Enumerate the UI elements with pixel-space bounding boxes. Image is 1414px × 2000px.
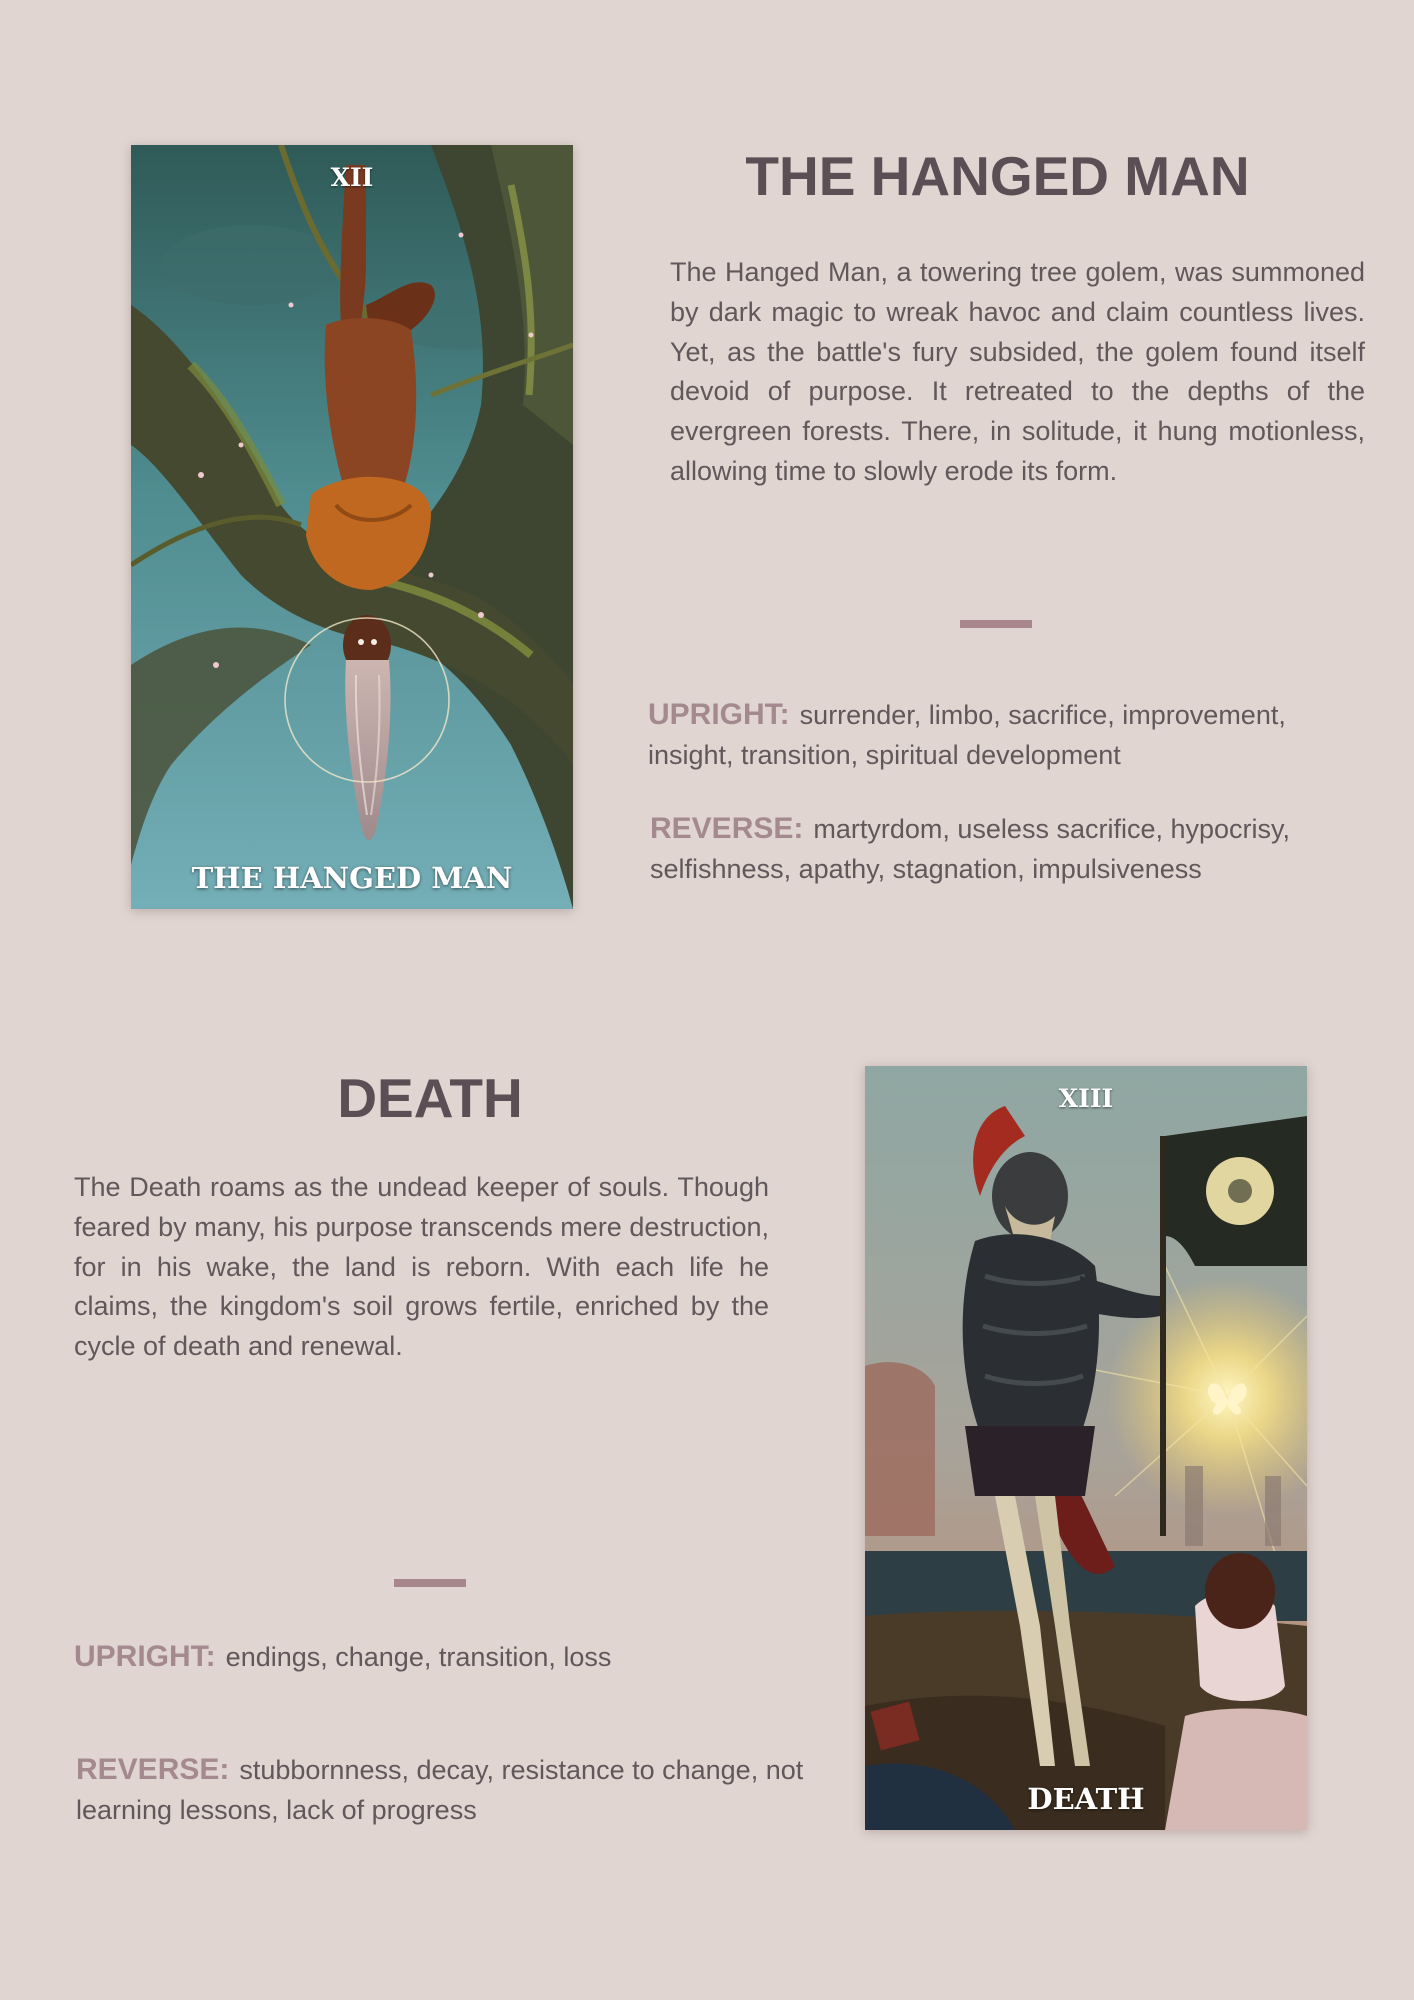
hanged-man-illustration [131, 145, 573, 909]
reverse-meaning [76, 1750, 816, 1830]
card-caption: DEATH [1027, 1782, 1145, 1816]
upright-meaning [74, 1637, 814, 1677]
reverse-keywords: stubbornness, decay, resistance to change, not learning lessons, lack of progress [76, 1755, 804, 1825]
section-divider [960, 620, 1032, 628]
upright-keywords: surrender, limbo, sacrifice, improvement, insight, transition, spiritual development [648, 700, 1286, 770]
death-illustration [865, 1066, 1307, 1830]
death-card-image [865, 1066, 1307, 1830]
card-numeral: XIII [1058, 1084, 1114, 1113]
reverse-keywords: martyrdom, useless sacrifice, hypocrisy, selfishness, apathy, stagnation, impulsiveness [650, 814, 1291, 884]
upright-label: UPRIGHT: [74, 1640, 216, 1673]
section-title: DEATH [337, 1067, 523, 1129]
section-title: THE HANGED MAN [745, 145, 1250, 207]
card-description: The Death roams as the undead keeper of souls. Though feared by many, his purpose transcends mere destruction, for in his wake, the land is reborn. With each life he claims, the kingdom's soil grows fertile, enriched by the cycle of death and renewal. [74, 1172, 769, 1362]
section-divider [394, 1579, 466, 1587]
card-numeral: XII [330, 163, 374, 192]
hanged-man-card-image [131, 145, 573, 909]
reverse-label: REVERSE: [650, 812, 804, 845]
card-caption: THE HANGED MAN [191, 861, 513, 895]
upright-meaning [648, 695, 1368, 775]
upright-label: UPRIGHT: [648, 698, 790, 731]
upright-keywords: endings, change, transition, loss [225, 1642, 612, 1672]
reverse-meaning [650, 809, 1370, 889]
card-description: The Hanged Man, a towering tree golem, was summoned by dark magic to wreak havoc and claim countless lives. Yet, as the battle's fury subsided, the golem found itself devoid of purpose. It retreated to the depths of the evergreen forests. There, in solitude, it hung motionless, allowing time to slowly erode its form. [670, 257, 1365, 486]
reverse-label: REVERSE: [76, 1753, 230, 1786]
